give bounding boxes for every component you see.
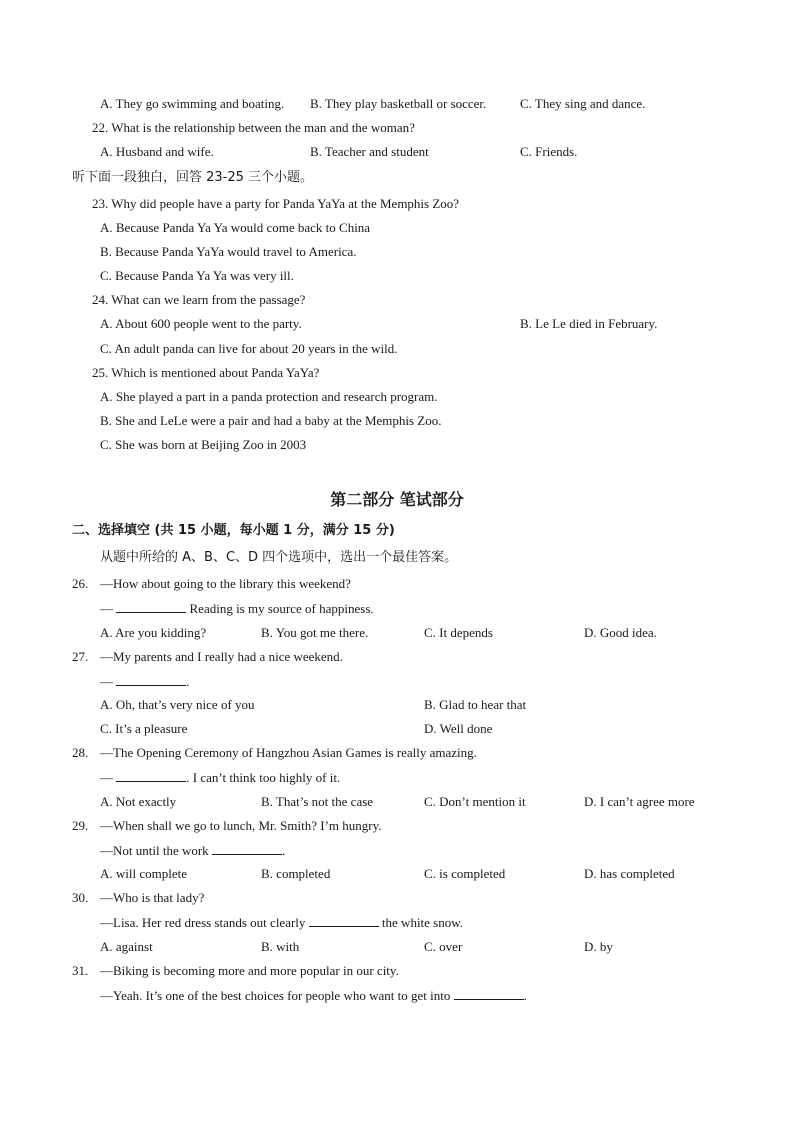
q31-line2: [100, 987, 527, 1004]
q21-option-c: C. They sing and dance.: [520, 96, 646, 111]
q29-option-c: C. is completed: [424, 866, 506, 881]
q30-line2-pre: —Lisa. Her red dress stands out clearly: [100, 915, 309, 930]
q29-option-b: B. completed: [261, 866, 331, 881]
q28-option-d: D. I can’t agree more: [584, 794, 695, 809]
q29-line2: [100, 842, 285, 859]
q22-stem: 22. What is the relationship between the man and the woman?: [92, 120, 415, 135]
q27-option-d: D. Well done: [424, 721, 493, 736]
q27-option-c: C. It’s a pleasure: [100, 721, 188, 736]
q24-option-c: C. An adult panda can live for about 20 years in the wild.: [100, 341, 398, 356]
q26-option-b: B. You got me there.: [261, 625, 369, 640]
q31-answer-blank[interactable]: [454, 987, 524, 1000]
q30-line2-post: the white snow.: [378, 915, 464, 930]
monologue-instruction: 听下面一段独白，回答 23-25 三个小题。: [72, 170, 314, 185]
section2-instruction: 从题中所给的 A、B、C、D 四个选项中，选出一个最佳答案。: [100, 550, 458, 565]
q22-option-a: A. Husband and wife.: [100, 144, 214, 159]
q26-answer-blank[interactable]: [116, 600, 186, 613]
q27-line2: [100, 673, 190, 690]
q27-line2-post: .: [186, 674, 190, 689]
q24-stem: 24. What can we learn from the passage?: [92, 292, 306, 307]
q25-option-a: A. She played a part in a panda protection and research program.: [100, 389, 438, 404]
q26-number: 26.: [72, 576, 89, 591]
q29-line2-post: .: [281, 843, 286, 858]
q23-option-b: B. Because Panda YaYa would travel to America.: [100, 244, 357, 259]
q28-option-c: C. Don’t mention it: [424, 794, 526, 809]
q24-option-a: A. About 600 people went to the party.: [100, 316, 302, 331]
q31-number: 31.: [72, 963, 89, 978]
q29-option-a: A. will complete: [100, 866, 188, 881]
q27-option-a: A. Oh, that’s very nice of you: [100, 697, 255, 712]
q28-answer-blank[interactable]: [116, 769, 186, 782]
q22-option-c: C. Friends.: [520, 144, 578, 159]
q26-line2: [100, 600, 374, 617]
q26-option-c: C. It depends: [424, 625, 493, 640]
q28-line2: [100, 769, 340, 786]
q30-option-d: D. by: [584, 939, 613, 954]
q30-line1: —Who is that lady?: [100, 890, 205, 905]
q21-option-b: B. They play basketball or soccer.: [310, 96, 487, 111]
part2-title: 第二部分 笔试部分: [330, 490, 464, 509]
q25-option-c: C. She was born at Beijing Zoo in 2003: [100, 437, 307, 452]
q28-number: 28.: [72, 745, 89, 760]
q28-line2-post: . I can’t think too highly of it.: [186, 770, 341, 785]
q28-line1: —The Opening Ceremony of Hangzhou Asian Games is really amazing.: [100, 745, 477, 760]
q26-option-a: A. Are you kidding?: [100, 625, 207, 640]
q25-stem: 25. Which is mentioned about Panda YaYa?: [92, 365, 320, 380]
q30-line2: [100, 914, 463, 931]
q30-option-a: A. against: [100, 939, 153, 954]
q29-option-d: D. has completed: [584, 866, 675, 881]
q27-option-b: B. Glad to hear that: [424, 697, 527, 712]
q27-number: 27.: [72, 649, 89, 664]
q21-option-a: A. They go swimming and boating.: [100, 96, 285, 111]
q23-option-a: A. Because Panda Ya Ya would come back to China: [100, 220, 371, 235]
q28-line2-pre: —: [100, 770, 117, 785]
q27-answer-blank[interactable]: [116, 673, 186, 686]
q28-option-b: B. That’s not the case: [261, 794, 374, 809]
q23-stem: 23. Why did people have a party for Panda YaYa at the Memphis Zoo?: [92, 196, 460, 211]
q30-option-b: B. with: [261, 939, 300, 954]
q29-answer-blank[interactable]: [212, 842, 282, 855]
q31-line2-post: .: [523, 988, 527, 1003]
q24-option-b: B. Le Le died in February.: [520, 316, 658, 331]
q22-option-b: B. Teacher and student: [310, 144, 429, 159]
q27-line2-pre: —: [100, 674, 117, 689]
q29-line1: —When shall we go to lunch, Mr. Smith? I’m hungry.: [100, 818, 382, 833]
q25-option-b: B. She and LeLe were a pair and had a baby at the Memphis Zoo.: [100, 413, 442, 428]
q29-number: 29.: [72, 818, 89, 833]
q30-answer-blank[interactable]: [309, 914, 379, 927]
q30-option-c: C. over: [424, 939, 463, 954]
q29-line2-pre: —Not until the work: [100, 843, 212, 858]
q30-number: 30.: [72, 890, 89, 905]
q26-line1: —How about going to the library this weekend?: [100, 576, 351, 591]
section2-heading: 二、选择填空 (共 15 小题，每小题 1 分，满分 15 分): [72, 523, 395, 538]
q26-option-d: D. Good idea.: [584, 625, 657, 640]
q31-line2-pre: —Yeah. It’s one of the best choices for people who want to get into: [100, 988, 454, 1003]
q28-option-a: A. Not exactly: [100, 794, 177, 809]
q23-option-c: C. Because Panda Ya Ya was very ill.: [100, 268, 294, 283]
q31-line1: —Biking is becoming more and more popular in our city.: [100, 963, 399, 978]
q26-line2-post: Reading is my source of happiness.: [186, 601, 374, 616]
q26-line2-pre: —: [100, 601, 117, 616]
q27-line1: —My parents and I really had a nice weekend.: [100, 649, 343, 664]
